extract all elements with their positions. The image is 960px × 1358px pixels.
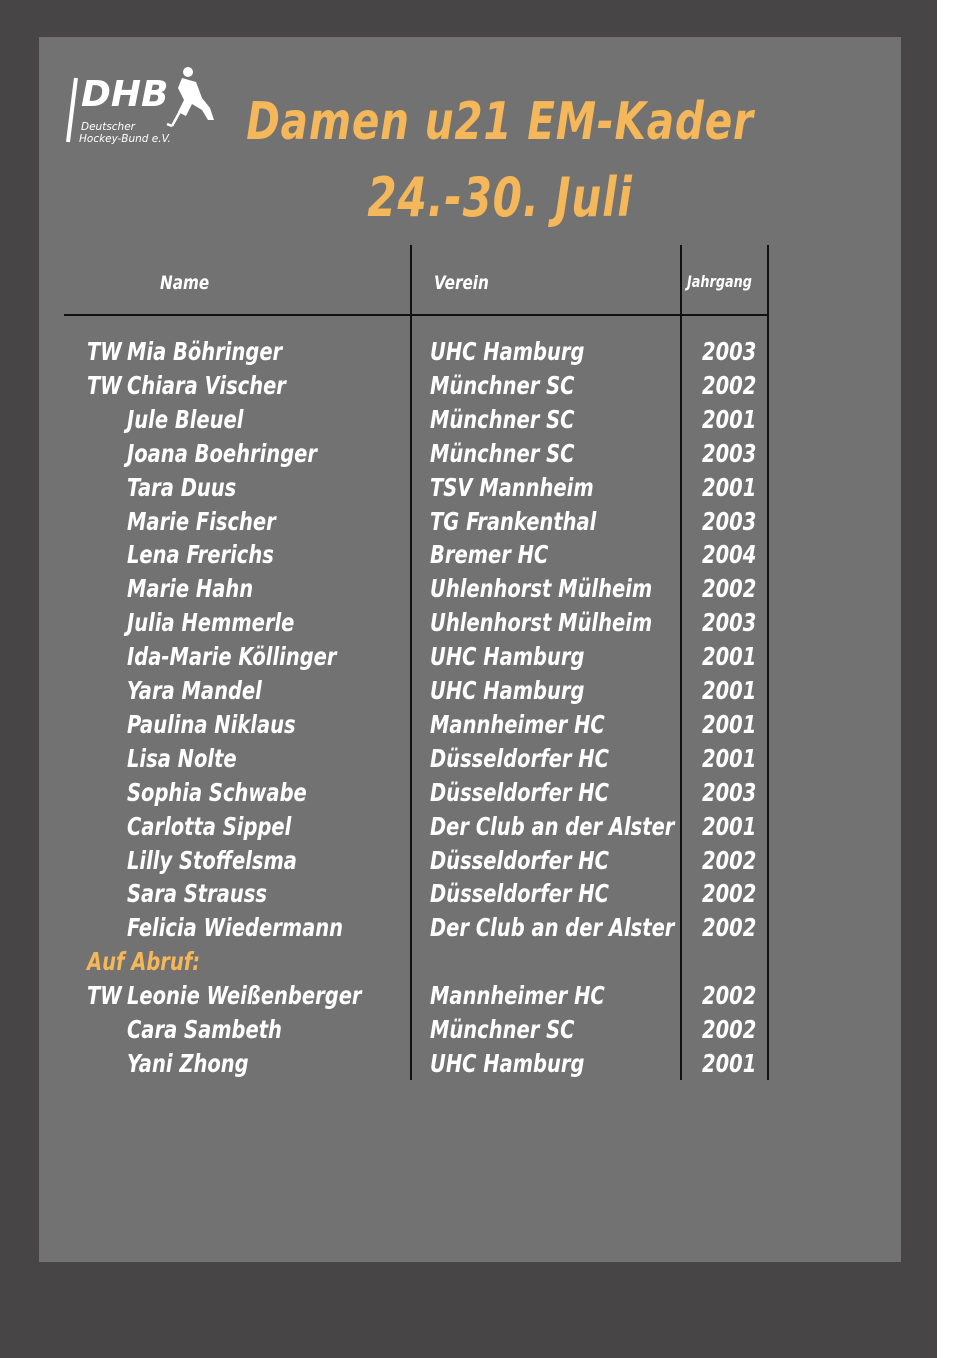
table-row — [0, 676, 960, 710]
birth-year: 2001 — [702, 472, 757, 502]
table-row — [0, 879, 960, 913]
table-row — [0, 913, 960, 947]
table-row — [0, 812, 960, 846]
birth-year: 2002 — [702, 845, 757, 875]
player-name: Cara Sambeth — [127, 1014, 282, 1044]
player-name: Jule Bleuel — [127, 404, 244, 434]
club-name: Münchner SC — [430, 370, 575, 400]
table-row — [0, 337, 960, 371]
birth-year: 2004 — [702, 540, 757, 570]
club-name: Uhlenhorst Mülheim — [430, 574, 653, 604]
player-name: Paulina Niklaus — [127, 709, 296, 739]
player-name: Carlotta Sippel — [127, 811, 292, 841]
player-name: Julia Hemmerle — [127, 608, 295, 638]
column-header-verein: Verein — [434, 272, 489, 294]
club-name: TSV Mannheim — [430, 472, 594, 502]
player-name: Felicia Wiedermann — [127, 913, 344, 943]
position-label: TW — [87, 370, 122, 400]
column-header-name: Name — [160, 272, 210, 294]
birth-year: 2003 — [702, 777, 757, 807]
player-name: Chiara Vischer — [127, 370, 286, 400]
player-name: Lilly Stoffelsma — [127, 845, 297, 875]
page-title: Damen u21 EM-Kader — [246, 92, 754, 152]
player-name: Marie Fischer — [127, 506, 276, 536]
birth-year: 2002 — [702, 981, 757, 1010]
player-name: Ida-Marie Köllinger — [127, 642, 337, 672]
club-name: Mannheimer HC — [430, 709, 605, 739]
player-name: Yani Zhong — [127, 1048, 249, 1078]
club-name: UHC Hamburg — [430, 642, 585, 672]
reserve-label: Auf Abruf: — [87, 947, 201, 976]
club-name: Düsseldorfer HC — [430, 845, 609, 875]
club-name: Bremer HC — [430, 540, 549, 570]
club-name: Der Club an der Alster — [430, 913, 675, 943]
birth-year: 2001 — [702, 811, 757, 841]
table-row — [0, 540, 960, 574]
player-name: Leonie Weißenberger — [127, 981, 362, 1010]
club-name: TG Frankenthal — [430, 506, 597, 536]
table-row — [0, 371, 960, 405]
table-row — [0, 778, 960, 812]
table-row — [0, 1015, 960, 1049]
club-name: UHC Hamburg — [430, 337, 585, 366]
club-name: Düsseldorfer HC — [430, 777, 609, 807]
player-name: Sara Strauss — [127, 879, 268, 909]
table-row — [0, 710, 960, 744]
club-name: Mannheimer HC — [430, 981, 605, 1010]
player-name: Marie Hahn — [127, 574, 254, 604]
birth-year: 2002 — [702, 370, 757, 400]
club-name: Düsseldorfer HC — [430, 879, 609, 909]
table-row — [0, 473, 960, 507]
logo-line-1: Deutscher — [81, 121, 135, 133]
table-row — [0, 574, 960, 608]
birth-year: 2001 — [702, 404, 757, 434]
table-row — [0, 405, 960, 439]
birth-year: 2001 — [702, 709, 757, 739]
birth-year: 2002 — [702, 879, 757, 909]
birth-year: 2002 — [702, 574, 757, 604]
player-name: Lena Frerichs — [127, 540, 274, 570]
page-subtitle-dates: 24.-30. Juli — [367, 166, 633, 229]
birth-year: 2003 — [702, 337, 757, 366]
club-name: Münchner SC — [430, 438, 575, 468]
table-row — [0, 642, 960, 676]
club-name: Uhlenhorst Mülheim — [430, 608, 653, 638]
birth-year: 2003 — [702, 506, 757, 536]
table-row — [0, 846, 960, 880]
player-name: Joana Boehringer — [127, 438, 318, 468]
table-row — [0, 439, 960, 473]
player-name: Lisa Nolte — [127, 743, 237, 773]
club-name: Münchner SC — [430, 1014, 575, 1044]
club-name: UHC Hamburg — [430, 1048, 585, 1078]
birth-year: 2001 — [702, 1048, 757, 1078]
club-name: UHC Hamburg — [430, 676, 585, 705]
birth-year: 2002 — [702, 1014, 757, 1044]
player-name: Mia Böhringer — [127, 337, 283, 366]
birth-year: 2001 — [702, 676, 757, 705]
logo-line-2: Hockey-Bund e.V. — [79, 133, 171, 145]
birth-year: 2003 — [702, 608, 757, 638]
birth-year: 2001 — [702, 743, 757, 773]
birth-year: 2002 — [702, 913, 757, 943]
player-name: Tara Duus — [127, 472, 237, 502]
table-row — [0, 608, 960, 642]
position-label: TW — [87, 981, 122, 1010]
column-header-jahrgang: Jahrgang — [687, 272, 752, 291]
position-label: TW — [87, 337, 122, 366]
club-name: Der Club an der Alster — [430, 811, 675, 841]
birth-year: 2003 — [702, 438, 757, 468]
club-name: Münchner SC — [430, 404, 575, 434]
player-name: Sophia Schwabe — [127, 777, 307, 807]
table-row — [0, 507, 960, 541]
player-name: Yara Mandel — [127, 676, 262, 705]
table-row — [0, 744, 960, 778]
club-name: Düsseldorfer HC — [430, 743, 609, 773]
table-row — [0, 981, 960, 1015]
header-rule — [64, 314, 768, 316]
table-row — [0, 1049, 960, 1083]
birth-year: 2001 — [702, 642, 757, 672]
logo-mark: DHB — [81, 74, 169, 115]
